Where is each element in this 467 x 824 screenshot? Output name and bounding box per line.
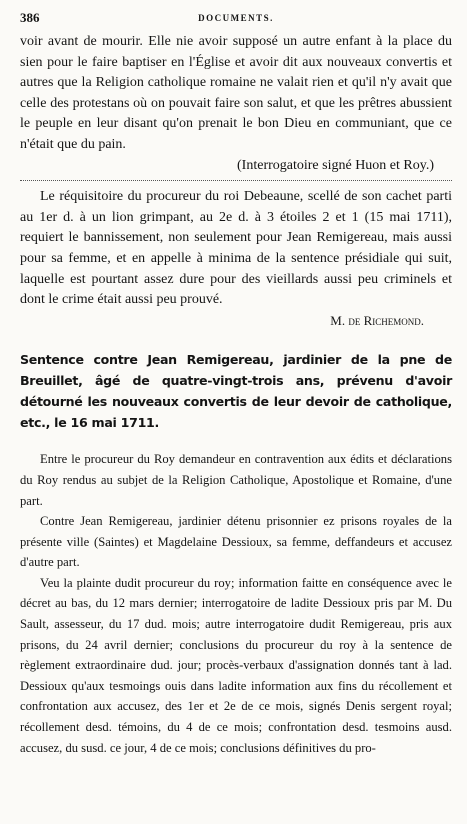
interrogatoire-signature: (Interrogatoire signé Huon et Roy.) — [237, 157, 434, 173]
document-page — [20, 10, 452, 758]
dotted-separator — [20, 180, 452, 182]
paragraph-interrogatoire: voir avant de mourir. Elle nie avoir supposé un autre enfant à la place du sien pour le faire baptiser en l'Église et avoir dit aux nouveaux convertis et autres que la Religion catholique romaine ne valait rien et qu'il n'y avait que celle des protestans où on pouvait faire son salut, et que les prêtres abussient le peuple en leur disant qu'on prenait le bon Dieu en communiant, que ce n'était que du pain. — [20, 34, 452, 152]
paragraph-veu: Veu la plainte dudit procureur du roy; information faitte en conséquence avec le décret au bas, du 12 mars dernier; interrogatoire de ladite Dessioux pris par M. Du Sault, assesseur, du 17 dud. mois; autre interrogatoire dudit Remigereau, pris aux prisons, du 24 avril dernier; conclusions du procureur du roy à la sentence de règlement extraordinaire dud. jour; procès-verbaux d'assignation donnés tant à lad. Dessioux qu'aux tesmoings ouis dans ladite information aux fins du récollement et confrontation aux accusez, des 1er et 2e de ce mois, signés Denis sergent royal; récollement desd. témoins, du 4 de ce mois; confrontation desd. tesmoins ausd. accusez, du susd. ce jour, 4 de ce mois; conclusions définitives du pro- — [20, 575, 452, 755]
page-header — [20, 10, 452, 32]
running-title: DOCUMENTS. — [198, 13, 274, 23]
sentence-heading: Sentence contre Jean Remigereau, jardinier de la pne de Breuillet, âgé de quatre-vingt-trois ans, prévenu d'avoir détourné les nouveaux convertis de leur devoir de catholique, etc., le 16 mai 1711. — [20, 352, 452, 431]
page-number: 386 — [20, 10, 40, 25]
paragraph-contre: Contre Jean Remigereau, jardinier détenu prisonnier ez prisons royales de la présente ville (Saintes) et Magdelaine Dessioux, sa femme, deffandeurs et accusez d'autre part. — [20, 514, 452, 570]
paragraph-entre: Entre le procureur du Roy demandeur en contravention aux édits et déclarations du Roy rendus au subjet de la Religion Catholique, Apostolique et Romaine, d'une part. — [20, 452, 452, 508]
author-signature: M. de Richemond. — [330, 312, 424, 328]
paragraph-requisitoire: Le réquisitoire du procureur du roi Debeaune, scellé de son cachet parti au 1er d. à un lion grimpant, au 2e d. à 3 étoiles 2 et 1 (15 mai 1711), requiert le bannissement, non seulement pour Jean Remigereau, mais aussi pour sa femme, et en appelle à minima de la sentence présidiale qui suit, laquelle est pourtant assez dure pour des vieillards aussi peu criminels et dont le crime était aussi peu prouvé. — [20, 189, 452, 308]
